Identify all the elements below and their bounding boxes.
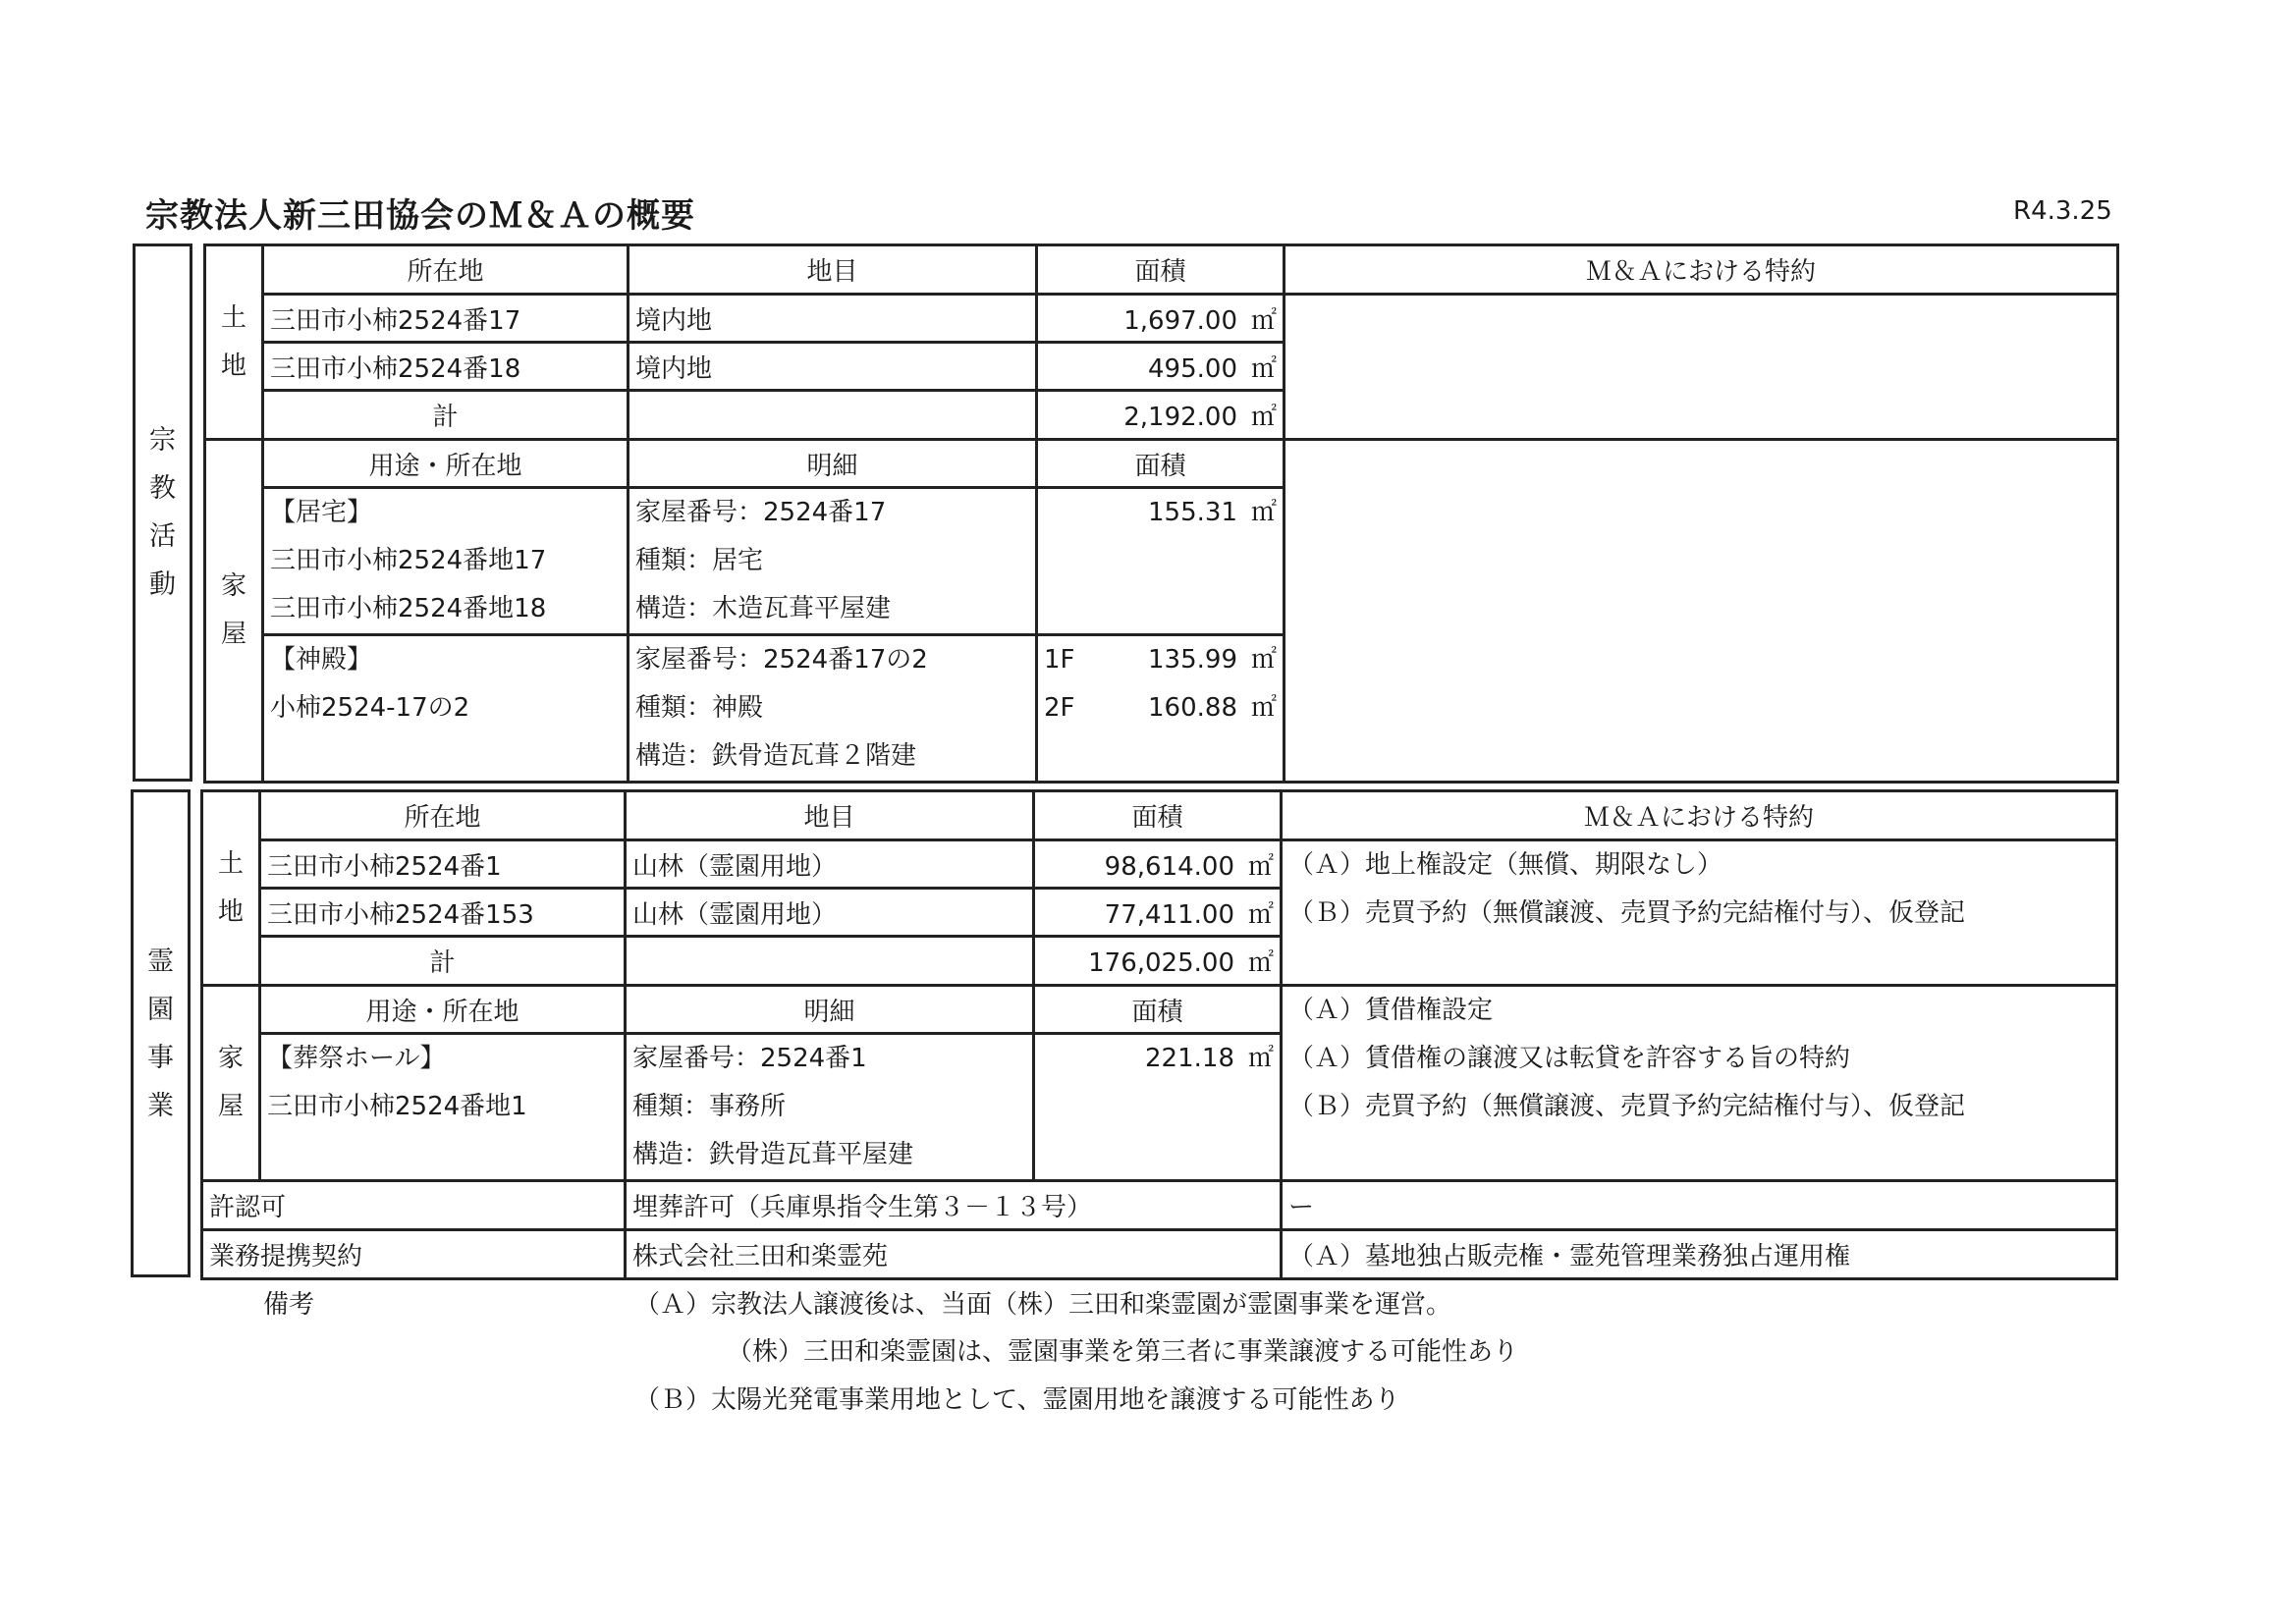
section1-land-terms <box>1285 295 2118 440</box>
column-header-area: 面積 <box>1037 245 1285 295</box>
hall-detail: 家屋番号：2524番1 <box>632 1044 867 1073</box>
building-term: （Ａ）賃借権設定 <box>1288 996 1494 1025</box>
column-header-terms: Ｍ＆Ａにおける特約 <box>1285 245 2118 295</box>
land-category: 山林（霊園用地） <box>626 889 1034 937</box>
hall-area-cell <box>1034 1034 1282 1181</box>
section2-land-label-char: 土 <box>217 848 244 879</box>
column-header-use-location: 用途・所在地 <box>260 986 626 1034</box>
shrine-line: 小柿2524-17の2 <box>270 693 470 723</box>
permit-value: 埋葬許可（兵庫県指令生第３－１３号） <box>626 1181 1282 1230</box>
total-category-empty <box>629 391 1037 440</box>
residence-detail: 種類：居宅 <box>635 546 764 575</box>
section2-land-label <box>202 791 260 986</box>
building-term: （Ａ）賃借権の譲渡又は転貸を許容する旨の特約 <box>1288 1044 1851 1073</box>
column-header-area: 面積 <box>1034 791 1282 840</box>
hall-location <box>260 1034 626 1181</box>
land-area: 77,411.00 <box>1104 899 1234 930</box>
document-date: R4.3.25 <box>2013 196 2112 226</box>
total-label: 計 <box>263 391 629 440</box>
section2-building-label-char: 屋 <box>217 1092 244 1121</box>
land-area: 98,614.00 <box>1104 851 1234 882</box>
residence-location <box>263 488 629 635</box>
table-row-permit <box>202 1181 2117 1230</box>
permit-term: ー <box>1282 1181 2117 1230</box>
section2-land-label-char: 地 <box>217 896 244 927</box>
hall-line: 三田市小柿2524番地1 <box>267 1092 527 1121</box>
remarks-line: （Ｂ）太陽光発電事業用地として、霊園用地を譲渡する可能性あり <box>634 1385 1400 1415</box>
section2-land-terms <box>1282 840 2117 986</box>
area-unit: ㎡ <box>1247 948 1274 978</box>
table-row <box>202 840 2117 889</box>
land-term: （Ａ）地上権設定（無償、期限なし） <box>1288 850 1723 880</box>
section2-table <box>200 789 2118 1280</box>
section1-label-char: 宗 <box>149 425 176 456</box>
area-unit: ㎡ <box>1250 305 1277 336</box>
land-category: 境内地 <box>629 343 1037 391</box>
column-header-location: 所在地 <box>263 245 629 295</box>
contract-term: （Ａ）墓地独占販売権・霊苑管理業務独占運用権 <box>1282 1230 2117 1279</box>
residence-detail: 構造：木造瓦葺平屋建 <box>635 594 892 623</box>
section2-building-label <box>202 986 260 1181</box>
shrine-floor-row <box>1044 684 1277 732</box>
contract-label: 業務提携契約 <box>202 1230 626 1279</box>
remarks-line: （Ａ）宗教法人譲渡後は、当面（株）三田和楽霊園が霊園事業を運営。 <box>634 1290 1452 1320</box>
area-unit: ㎡ <box>1250 693 1277 723</box>
column-header-details: 明細 <box>629 440 1037 488</box>
hall-area: 221.18 <box>1145 1044 1234 1073</box>
shrine-detail: 構造：鉄骨造瓦葺２階建 <box>635 741 917 771</box>
land-area-cell <box>1034 840 1282 889</box>
shrine-floor-row <box>1044 636 1277 684</box>
section2-label <box>131 789 191 1277</box>
section1-building-label-char: 家 <box>220 571 246 601</box>
land-term: （Ｂ）売買予約（無償譲渡、売買予約完結権付与）、仮登記 <box>1288 898 1966 928</box>
land-location: 三田市小柿2524番1 <box>260 840 626 889</box>
land-location: 三田市小柿2524番153 <box>260 889 626 937</box>
building-term: （Ｂ）売買予約（無償譲渡、売買予約完結権付与）、仮登記 <box>1288 1092 1966 1121</box>
land-category: 境内地 <box>629 295 1037 343</box>
area-unit: ㎡ <box>1247 851 1274 882</box>
page-title: 宗教法人新三田協会のＭ＆Ａの概要 <box>145 196 695 236</box>
residence-area-cell <box>1037 488 1285 635</box>
residence-area: 155.31 <box>1148 498 1237 527</box>
hall-details <box>626 1034 1034 1181</box>
section1-label-char: 動 <box>149 569 176 600</box>
residence-line: 三田市小柿2524番地17 <box>270 546 547 575</box>
residence-detail: 家屋番号：2524番17 <box>635 498 887 527</box>
shrine-floor: 1F <box>1044 645 1075 675</box>
land-area: 495.00 <box>1148 353 1237 384</box>
total-area: 2,192.00 <box>1123 403 1237 432</box>
shrine-floor: 2F <box>1044 693 1075 723</box>
section1-land-label <box>205 245 263 440</box>
land-area-cell <box>1037 343 1285 391</box>
section1-label-char: 活 <box>149 521 176 552</box>
area-unit: ㎡ <box>1250 498 1277 527</box>
residence-line: 三田市小柿2524番地18 <box>270 594 547 623</box>
remarks-line: （株）三田和楽霊園は、霊園事業を第三者に事業譲渡する可能性あり <box>727 1337 1519 1367</box>
residence-line: 【居宅】 <box>270 498 373 527</box>
shrine-details <box>629 635 1037 783</box>
residence-details <box>629 488 1037 635</box>
section1-building-label-char: 屋 <box>220 620 246 649</box>
shrine-detail: 種類：神殿 <box>635 693 764 723</box>
section1-label <box>133 243 192 782</box>
section1-label-char: 教 <box>149 473 176 504</box>
section2-building-label-char: 家 <box>217 1044 244 1073</box>
column-header-area: 面積 <box>1037 440 1285 488</box>
section1-building-label <box>205 440 263 783</box>
column-header-category: 地目 <box>629 245 1037 295</box>
contract-value: 株式会社三田和楽霊苑 <box>626 1230 1282 1279</box>
table-row-contract <box>202 1230 2117 1279</box>
land-area: 1,697.00 <box>1123 305 1237 336</box>
section1-land-label-char: 土 <box>220 302 246 333</box>
land-area-cell <box>1037 295 1285 343</box>
column-header-category: 地目 <box>626 791 1034 840</box>
section2-label-char: 霊 <box>147 946 174 977</box>
total-label: 計 <box>260 937 626 986</box>
shrine-line: 【神殿】 <box>270 645 373 675</box>
area-unit: ㎡ <box>1247 1044 1274 1073</box>
table-row <box>205 295 2118 343</box>
column-header-location: 所在地 <box>260 791 626 840</box>
shrine-detail: 家屋番号：2524番17の2 <box>635 645 928 675</box>
section2-label-char: 業 <box>147 1090 174 1121</box>
shrine-location <box>263 635 629 783</box>
land-category: 山林（霊園用地） <box>626 840 1034 889</box>
area-unit: ㎡ <box>1250 353 1277 384</box>
hall-line: 【葬祭ホール】 <box>267 1044 446 1073</box>
land-location: 三田市小柿2524番17 <box>263 295 629 343</box>
total-area-cell <box>1034 937 1282 986</box>
total-area-cell <box>1037 391 1285 440</box>
section1-land-label-char: 地 <box>220 351 246 381</box>
hall-detail: 種類：事務所 <box>632 1092 787 1121</box>
section2-label-char: 事 <box>147 1042 174 1073</box>
shrine-area-cell <box>1037 635 1285 783</box>
remarks-label: 備考 <box>263 1290 315 1320</box>
section2-building-terms <box>1282 986 2117 1181</box>
section1-table <box>203 243 2119 784</box>
total-category-empty <box>626 937 1034 986</box>
column-header-terms: Ｍ＆Ａにおける特約 <box>1282 791 2117 840</box>
hall-detail: 構造：鉄骨造瓦葺平屋建 <box>632 1140 914 1169</box>
section1-building-terms <box>1285 440 2118 783</box>
section2-label-char: 園 <box>147 994 174 1025</box>
permit-label: 許認可 <box>202 1181 626 1230</box>
area-unit: ㎡ <box>1250 645 1277 675</box>
land-location: 三田市小柿2524番18 <box>263 343 629 391</box>
area-unit: ㎡ <box>1250 403 1277 432</box>
column-header-area: 面積 <box>1034 986 1282 1034</box>
shrine-floor-area: 160.88 <box>1148 693 1237 723</box>
column-header-details: 明細 <box>626 986 1034 1034</box>
total-area: 176,025.00 <box>1088 948 1234 978</box>
land-area-cell <box>1034 889 1282 937</box>
column-header-use-location: 用途・所在地 <box>263 440 629 488</box>
shrine-floor-area: 135.99 <box>1148 645 1237 675</box>
area-unit: ㎡ <box>1247 899 1274 930</box>
